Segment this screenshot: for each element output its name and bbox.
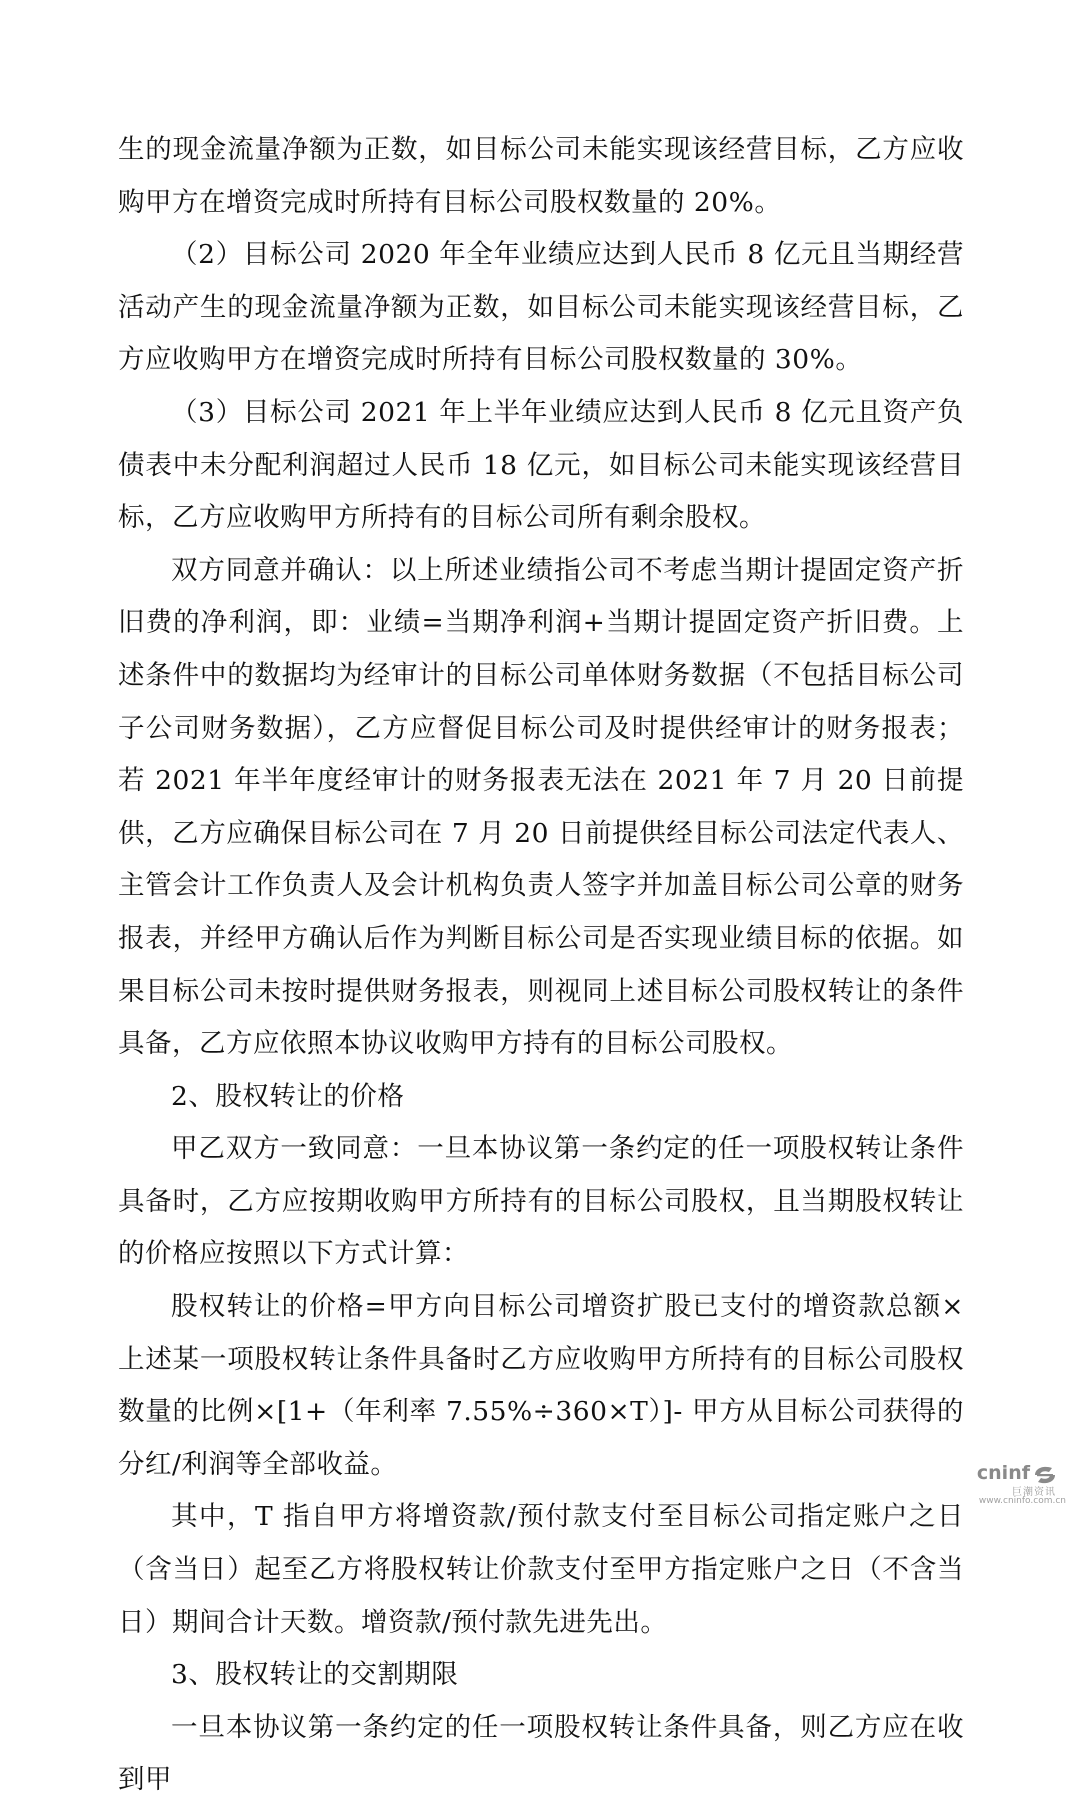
paragraph-8: 其中，T 指自甲方将增资款/预付款支付至目标公司指定账户之日（含当日）起至乙方将股权转让价款支付至甲方指定账户之日（不含当日）期间合计天数。增资款/预付款先进先出。 xyxy=(118,1501,964,1638)
paragraph-2: （2）目标公司 2020 年全年业绩应达到人民币 8 亿元且当期经营活动产生的现金流量净额为正数，如目标公司未能实现该经营目标，乙方应收购甲方在增资完成时所持有目标公司股权数量的 30%。 xyxy=(118,239,964,376)
paragraph-10: 一旦本协议第一条约定的任一项股权转让条件具备，则乙方应在收到甲 xyxy=(118,1711,964,1796)
watermark-subtitle: 巨潮资讯 xyxy=(1012,1487,1056,1498)
paragraph-1: 生的现金流量净额为正数，如目标公司未能实现该经营目标，乙方应收购甲方在增资完成时所持有目标公司股权数量的 20%。 xyxy=(118,134,964,218)
section-heading-delivery: 3、股权转让的交割期限 xyxy=(171,1659,459,1691)
paragraph-4: 双方同意并确认：以上所述业绩指公司不考虑当期计提固定资产折旧费的净利润，即：业绩=当期净利润+当期计提固定资产折旧费。上述条件中的数据均为经审计的目标公司单体财务数据（不包括目标公司子公司财务数据），乙方应督促目标公司及时提供经审计的财务报表；若 2021 年半年度经审计的财务报表无法在 2021 年 7 月 20 日前提供，乙方应确保目标公司在 7 月 20 日前提供经目标公司法定代表人、主管会计工作负责人及会计机构负责人签字并加盖目标公司公章的财务报表，并经甲方确认后作为判断目标公司是否实现业绩目标的依据。如果目标公司未按时提供财务报表，则视同上述目标公司股权转让的条件具备，乙方应依照本协议收购甲方持有的目标公司股权。 xyxy=(118,554,964,1060)
watermark-url: www.cninfo.com.cn xyxy=(978,1496,1066,1506)
paragraph-6: 甲乙双方一致同意：一旦本协议第一条约定的任一项股权转让条件具备时，乙方应按期收购甲方所持有的目标公司股权，且当期股权转让的价格应按照以下方式计算： xyxy=(118,1133,964,1270)
section-heading-price: 2、股权转让的价格 xyxy=(171,1080,405,1112)
paragraph-price-formula: 股权转让的价格=甲方向目标公司增资扩股已支付的增资款总额×上述某一项股权转让条件具备时乙方应收购甲方所持有的目标公司股权数量的比例×[1+（年利率 7.55%÷360×T）]- 甲方从目标公司获得的分红/利润等全部收益。 xyxy=(118,1291,964,1480)
watermark-brand: cninf xyxy=(976,1462,1030,1484)
cninf-watermark xyxy=(956,1462,1066,1512)
paragraph-3: （3）目标公司 2021 年上半年业绩应达到人民币 8 亿元且资产负债表中未分配利润超过人民币 18 亿元，如目标公司未能实现该经营目标，乙方应收购甲方所持有的目标公司所有剩余股权。 xyxy=(118,396,964,534)
document-page xyxy=(118,124,964,1807)
